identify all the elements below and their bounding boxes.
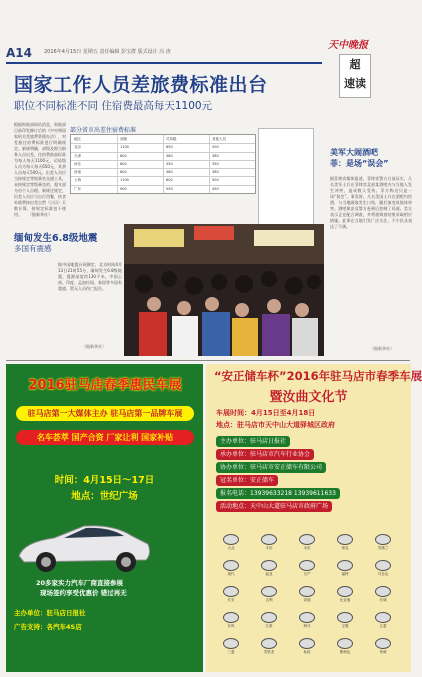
ad-left-offer: 现场签约享受优惠价 错过再无	[40, 589, 127, 597]
table-cell: 480	[166, 170, 173, 175]
ad-right-info-4: 冠名单位：安正储车	[216, 475, 278, 486]
brand-label: 日产	[303, 572, 311, 576]
table-cell: 380	[212, 153, 219, 158]
table-cell: 天津	[74, 153, 81, 158]
side-story-subtitle: 菲：是场“误会”	[330, 159, 389, 168]
brand-logo	[368, 532, 398, 554]
brand-emblem-icon	[375, 612, 391, 623]
brand-label: 三菱	[227, 650, 235, 654]
brand-label: 吉利	[265, 598, 273, 602]
table-cell: 河北	[74, 161, 81, 166]
table-header-cell: 司局级	[166, 137, 177, 141]
ad-right-info-1: 主办单位：驻马店日报社	[216, 436, 290, 447]
brand-emblem-icon	[299, 612, 315, 623]
brand-label: 福特	[341, 572, 349, 576]
brand-label: 丰田	[265, 546, 273, 550]
side-story-credit: （据新华社）	[370, 346, 394, 351]
table-cell: 北京	[74, 145, 81, 150]
brand-emblem-icon	[375, 638, 391, 649]
brand-label: 奇瑞	[303, 598, 311, 602]
lead-credit: （据新华社）	[28, 212, 52, 217]
brand-label: 荣威	[379, 650, 387, 654]
brand-label: 比亚迪	[339, 598, 351, 602]
ad-left-tagline: 驻马店第一大媒体主办 驻马店第一品牌车展	[16, 406, 194, 421]
ad-left-exhibitors: 20多家实力汽车厂商直接参展	[36, 579, 124, 587]
brand-label: 本田	[303, 546, 311, 550]
brand-label: 标致	[303, 650, 311, 654]
brand-logo	[216, 636, 246, 658]
brand-logo	[216, 610, 246, 632]
brand-label: 现代	[227, 572, 235, 576]
brand-logo	[254, 610, 284, 632]
brand-label: 别克	[341, 546, 349, 550]
brand-label: 海马	[303, 624, 311, 628]
brand-emblem-icon	[223, 638, 239, 649]
ad-right-info-2: 承办单位：驻马店市汽车行业协会	[216, 449, 314, 460]
table-column-rule	[117, 135, 118, 193]
brand-logo	[216, 532, 246, 554]
table-cell: 480	[166, 153, 173, 158]
ad-right-info-5: 报名电话：13939633218 13939611633	[216, 488, 340, 499]
brand-logo-grid	[214, 532, 404, 664]
table-cell: 380	[212, 170, 219, 175]
ad-left-slogan: 名车荟萃 国产合资 厂家让利 国家补贴	[16, 430, 194, 445]
brand-emblem-icon	[299, 534, 315, 545]
brand-emblem-icon	[223, 534, 239, 545]
brand-emblem-icon	[337, 612, 353, 623]
table-cell: 500	[212, 145, 219, 150]
table-cell: 800	[120, 153, 127, 158]
brand-emblem-icon	[337, 586, 353, 597]
brand-emblem-icon	[261, 586, 277, 597]
table-cell: 河南	[74, 170, 81, 175]
brand-emblem-icon	[261, 560, 277, 571]
header-rule	[6, 62, 322, 64]
lead-headline: 国家工作人员差旅费标准出台	[14, 74, 268, 96]
quake-body: 据中国地震台网测定，北京时间4月13日21时55分，缅甸发生6.8级地震，震源深度约130千米。中国云南、印度、孟加拉国、泰国等多国有震感，暂无人员伤亡报告。	[58, 262, 122, 291]
brand-logo	[368, 584, 398, 606]
brand-label: 长城	[379, 598, 387, 602]
brand-logo	[292, 558, 322, 580]
brand-emblem-icon	[223, 612, 239, 623]
brand-label: 大众	[227, 546, 235, 550]
brand-emblem-icon	[375, 534, 391, 545]
brand-emblem-icon	[375, 560, 391, 571]
brand-label: 雪佛兰	[377, 546, 389, 550]
page-number: A14	[6, 46, 32, 60]
brand-logo	[216, 584, 246, 606]
table-cell: 800	[120, 161, 127, 166]
sports-car-image	[14, 514, 154, 574]
ad-left-place: 地点：世纪广场	[71, 491, 138, 502]
brand-logo	[292, 584, 322, 606]
table-header-cell: 地区	[74, 137, 81, 141]
ad-right-subtitle: 暨汝曲文化节	[269, 390, 348, 405]
ad-left-sponsor: 广告支持：各汽车4S店	[14, 623, 82, 631]
brand-label: 起亚	[265, 572, 273, 576]
ad-right-cars-image	[318, 514, 408, 528]
table-cell: 350	[212, 161, 219, 166]
brand-label: 东风	[227, 624, 235, 628]
flag-line1: 超	[349, 58, 361, 71]
brand-logo	[216, 558, 246, 580]
brand-emblem-icon	[337, 534, 353, 545]
brand-logo	[254, 532, 284, 554]
table-cell: 500	[212, 178, 219, 183]
quake-credit: （据新华社）	[82, 344, 106, 349]
brand-label: 五菱	[379, 624, 387, 628]
dateline: 2016年4月15日 星期五 责任编辑 彭宝群 版式设计 冯 涛	[44, 49, 171, 55]
lead-subhead: 职位不同标准不同 住宿费最高每天1100元	[14, 100, 213, 112]
brand-emblem-icon	[337, 638, 353, 649]
table-cell: 800	[120, 170, 127, 175]
ad-right-title: “安正储车杯”2016年驻马店市春季车展	[214, 369, 422, 383]
auto-show-ad-left[interactable]	[6, 364, 203, 672]
brand-label: 斯柯达	[339, 650, 351, 654]
table-cell: 600	[166, 178, 173, 183]
brand-emblem-icon	[261, 534, 277, 545]
brand-logo	[368, 558, 398, 580]
table-column-rule	[163, 135, 164, 193]
brand-emblem-icon	[299, 560, 315, 571]
brand-emblem-icon	[299, 638, 315, 649]
brand-logo	[330, 532, 360, 554]
table-cell: 1100	[120, 178, 129, 183]
table-cell: 900	[120, 186, 127, 191]
brand-label: 马自达	[377, 572, 389, 576]
table-cell: 650	[166, 145, 173, 150]
table-title: 部分省市出差住宿费标准	[70, 127, 137, 134]
table-column-rule	[209, 135, 210, 193]
brand-emblem-icon	[223, 560, 239, 571]
table-header-cell: 部级	[120, 137, 127, 141]
brand-logo	[368, 610, 398, 632]
brand-emblem-icon	[299, 586, 315, 597]
ad-left-title: 2016驻马店春季惠民车展	[28, 378, 182, 393]
table-cell: 广东	[74, 186, 81, 191]
brand-logo	[330, 636, 360, 658]
newspaper-logo: 天中晚报	[328, 40, 368, 51]
brand-logo	[292, 532, 322, 554]
table-cell: 550	[166, 186, 173, 191]
ad-left-host: 主办单位：驻马店日报社	[14, 609, 86, 617]
brand-emblem-icon	[261, 638, 277, 649]
brand-logo	[292, 636, 322, 658]
section-flag	[339, 54, 371, 98]
table-cell: 1100	[120, 145, 129, 150]
ad-right-info-3: 协办单位：驻马店市安正储车有限公司	[216, 462, 326, 473]
brand-label: 宝骏	[341, 624, 349, 628]
brand-logo	[368, 636, 398, 658]
brand-logo	[254, 558, 284, 580]
crowd-photo	[124, 224, 324, 356]
brand-emblem-icon	[337, 560, 353, 571]
lead-body: 根据财政部网站消息，财政部日前印发修订后的《中央和国家机关差旅费管理办法》，对差旅住宿费标准进行明确规定。新规明确，部级及相当职务人员出差，住宿费最高标准为每人每天1100元，司局级人员为每人每天650元，其余人员每天500元。出差人员应当按规定等级乘坐交通工具，未按规定等级乘坐的，超支部分由个人自理。新规还规定，出差人员应当自行用餐，伙食补助费按出差自然（日历）天数计算，按规定标准包干使用。	[14, 122, 66, 217]
side-story-body: 据菲律宾媒体报道，菲律宾警方日前证实，几名美军士兵在菲律宾北部某酒吧内与当地人发生冲突，造成数人受伤。菲方称这只是一场“误会”。事发时，几名美国士兵在酒吧内饮酒，与当地顾客发生口角，随后演变成肢体冲突。酒吧保安及警方赶到后控制了局面。美方表示正在配合调查，并将视调查结果采取相应措施。此事在当地引发广泛关注，不少民众表达了不满。	[330, 176, 412, 229]
quake-subtitle: 多国有震感	[14, 244, 52, 253]
quake-title: 缅甸发生6.8级地震	[14, 233, 98, 244]
allowance-table	[70, 134, 256, 194]
auto-show-ad-right[interactable]	[206, 364, 422, 672]
side-story-title: 美军大闹酒吧	[330, 148, 378, 157]
brand-logo	[254, 584, 284, 606]
brand-emblem-icon	[375, 586, 391, 597]
flag-line2: 速读	[344, 77, 366, 90]
brand-label: 雪铁龙	[263, 650, 275, 654]
ad-right-dates: 车展时间：4月15日至4月18日	[216, 409, 316, 417]
table-header-cell: 其他人员	[212, 137, 226, 141]
ad-right-info-6: 活动地点：天中山大道驻马店市政府广场	[216, 501, 332, 512]
brand-logo	[330, 610, 360, 632]
brand-label: 长安	[227, 598, 235, 602]
brand-label: 江淮	[265, 624, 273, 628]
table-cell: 上海	[74, 178, 81, 183]
brand-logo	[254, 636, 284, 658]
brand-emblem-icon	[223, 586, 239, 597]
table-cell: 450	[212, 186, 219, 191]
brand-logo	[330, 558, 360, 580]
brand-emblem-icon	[261, 612, 277, 623]
ad-left-time: 时间：4月15日～17日	[54, 475, 155, 486]
ad-right-venue: 地点：驻马店市天中山大道驿城区政府	[216, 421, 335, 429]
brand-logo	[292, 610, 322, 632]
table-cell: 450	[166, 161, 173, 166]
brand-logo	[330, 584, 360, 606]
crowd-photo-graphic	[124, 224, 324, 356]
section-divider	[6, 360, 410, 361]
